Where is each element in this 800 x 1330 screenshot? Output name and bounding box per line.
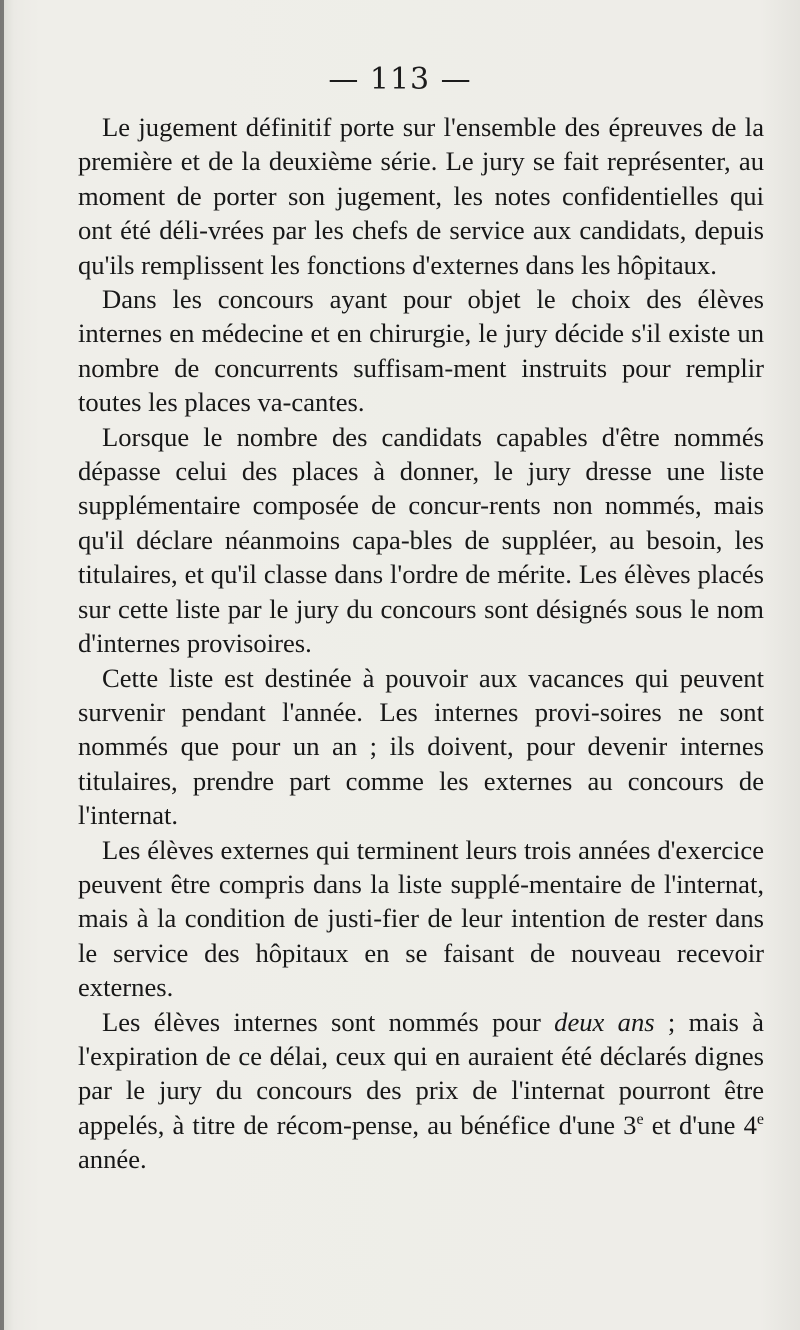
page-binding-edge xyxy=(0,0,4,1330)
paragraph-1: Le jugement définitif porte sur l'ensemble des épreuves de la première et de la deuxième série. Le jury se fait représenter, au moment de porter son jugement, les notes confidentielles qui ont été déli-vrées par les chefs de service aux candidats, depuis qu'ils remplissent les fonctions d'externes dans les hôpitaux. xyxy=(78,112,764,280)
paragraph-6-text-before: Les élèves internes sont nommés pour xyxy=(102,1006,555,1037)
paragraph-5: Les élèves externes qui terminent leurs trois années d'exercice peuvent être compris dans la liste supplé-mentaire de l'internat, mais à la condition de justi-fier de leur intention de rester dans le service des hôpitaux en se faisant de nouveau recevoir externes. xyxy=(78,834,764,1003)
paragraph-2: Dans les concours ayant pour objet le choix des élèves internes en médecine et en chirurgie, le jury décide s'il existe un nombre de concurrents suffisam-ment instruits pour remplir toutes les places va-cantes. xyxy=(78,284,764,418)
paragraph-6-text-middle-2: et d'une 4 xyxy=(643,1109,757,1140)
paragraph-6-superscript-1: e xyxy=(636,1110,644,1128)
page-number: — 113 — xyxy=(328,62,472,97)
paragraph-6-superscript-2: e xyxy=(756,1110,764,1128)
paragraph-6-text-middle: ; mais à l'expiration de ce délai, ceux qui en auraient été déclarés dignes par le jury du concours des prix de l'internat pourront être appelés, à titre de récom-pense, au bénéfice d'une 3 xyxy=(78,1006,764,1140)
paragraph-3: Lorsque le nombre des candidats capables d'être nommés dépasse celui des places à donner, le jury dresse une liste supplémentaire composée de concur-rents non nommés, mais qu'il déclare néanmoins capa-bles de suppléer, au besoin, les titulaires, et qu'il classe dans l'ordre de mérite. Les élèves placés sur cette liste par le jury du concours sont désignés sous le nom d'internes provisoires. xyxy=(78,421,764,659)
paragraph-6-text-after: année. xyxy=(78,1144,147,1175)
paragraph-4: Cette liste est destinée à pouvoir aux vacances qui peuvent survenir pendant l'année. Les internes provi-soires ne sont nommés que pour un an ; ils doivent, pour devenir internes titulaires, prendre part comme les externes au concours de l'internat. xyxy=(78,662,764,831)
body-text xyxy=(78,110,764,1177)
paragraph-6 xyxy=(78,1005,764,1177)
paragraph-6-emphasis: deux ans xyxy=(554,1006,655,1037)
